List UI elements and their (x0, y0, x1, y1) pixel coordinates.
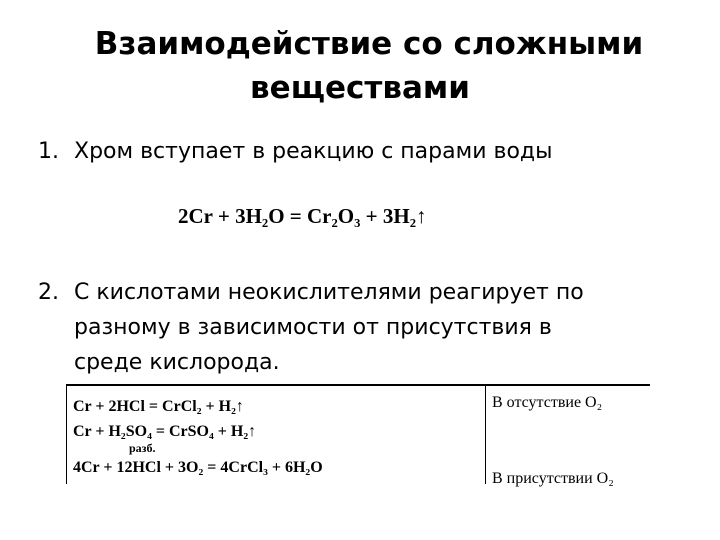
title-line-2: веществами (250, 70, 470, 106)
reaction-note-dilute: разб. (129, 441, 156, 455)
reaction-hcl-oxygen: 4Cr + 12HCl + 3O₂ = 4CrCl₃ + 6H₂O (73, 459, 323, 476)
reactions-cell (67, 385, 486, 484)
list-item-text: Хром вступает в реакцию с парами воды (74, 139, 553, 164)
conditions-cell (486, 385, 651, 487)
reaction-hcl: Cr + 2HCl = CrCl₂ + H₂↑ (73, 398, 244, 415)
reactions-table (66, 384, 650, 487)
title-line-1: Взаимодействие со сложными (94, 26, 644, 62)
list-item-number: 2. (38, 280, 59, 305)
condition-absence: В отсутствие O₂ (492, 394, 603, 411)
list-item-number: 1. (38, 139, 59, 164)
list-item-text-line: С кислотами неокислителями реагирует по (74, 280, 584, 305)
condition-presence: В присутствии O₂ (492, 470, 614, 487)
reaction-h2so4: Cr + H₂SO₄ = CrSO₄ + H₂↑ (73, 423, 257, 440)
list-item-text-line: среде кислорода. (74, 350, 280, 375)
equation-chromium-water: 2Cr + 3H₂O = Cr₂O₃ + 3H₂↑ (178, 204, 427, 228)
slide-title (0, 22, 720, 110)
list-item-text-line: разному в зависимости от присутствия в (74, 315, 552, 340)
